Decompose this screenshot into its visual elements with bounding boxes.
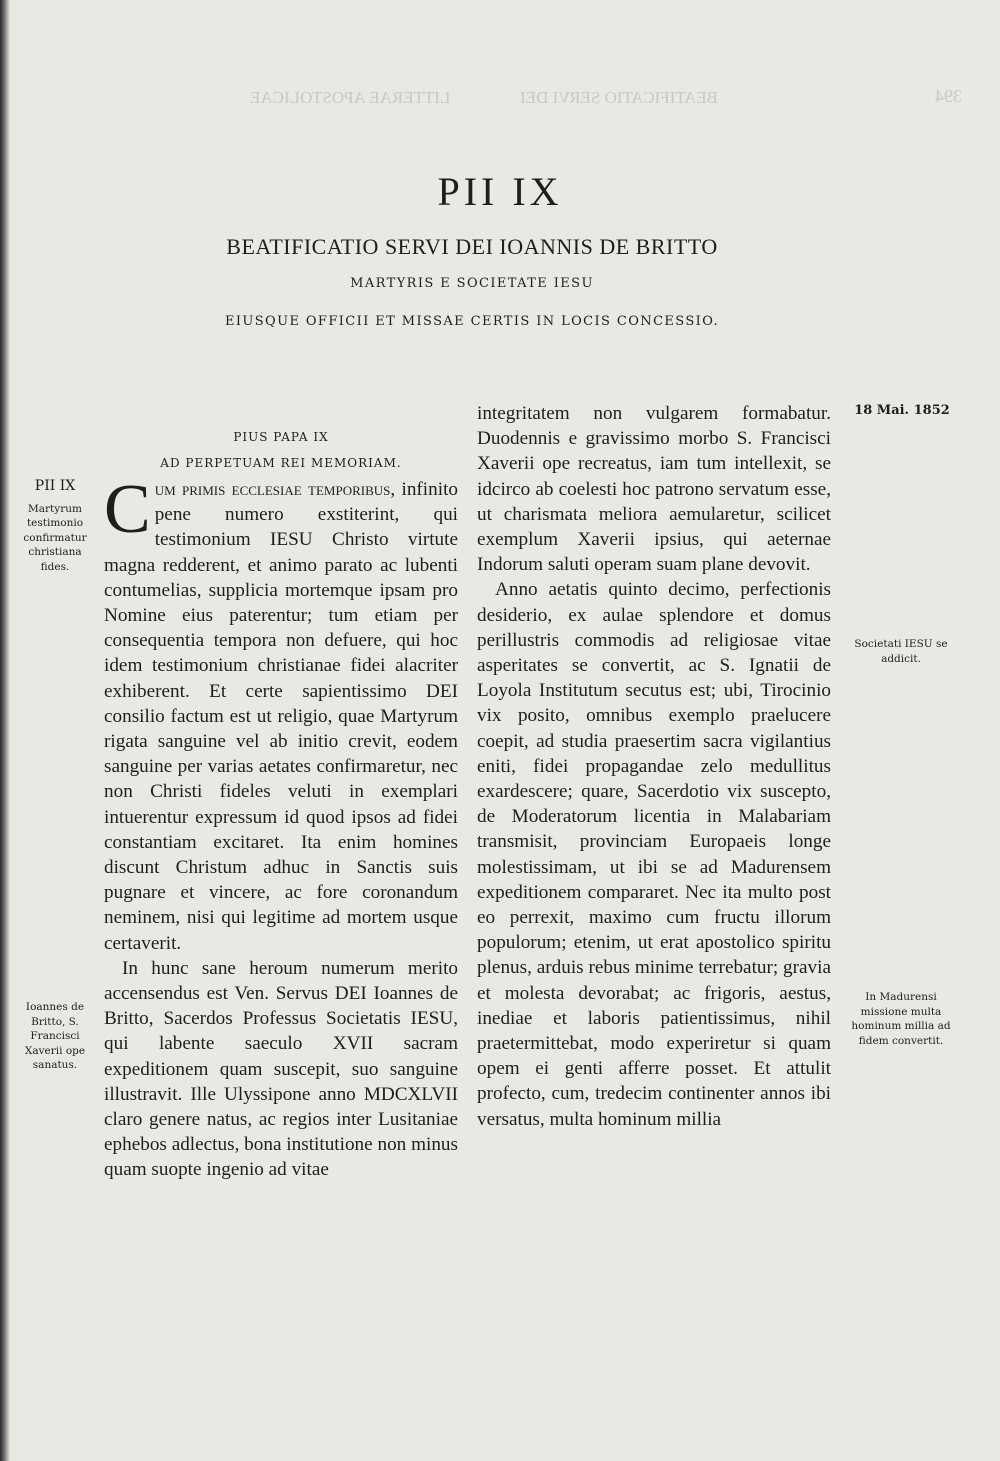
- left-column-text: [104, 471, 458, 1183]
- margin-note-left-1: [14, 479, 96, 574]
- margin-note-left-1-text: Martyrum testimonio confirmatur christiana fides.: [23, 502, 87, 573]
- left-paragraph-2: In hunc sane heroum numerum merito accensendus est Ven. Servus DEI Ioannes de Britto, Sacerdos Professus Societatis IESU, qui labente saeculo XVII sacram expeditionem quam suscepit, suo sanguine illustravit. Ille Ulyssipone anno MDCXLVII claro genere natus, ac regios inter Lusitaniae ephebos adlectus, bona institutione non minus quam suopte ingenio ad vitae: [104, 957, 458, 1181]
- bleed-through-page-number: 394: [935, 86, 962, 106]
- left-paragraph-1: [104, 471, 458, 956]
- left-paragraph-1-smallcaps: um primis ecclesiae temporibus: [154, 479, 391, 500]
- right-column-text: [477, 401, 831, 1132]
- bleed-through-header-left: LITTERAE APOSTOLICAE: [250, 88, 451, 107]
- margin-note-right-1: Societati IESU se addicit.: [854, 638, 948, 665]
- margin-note-right-2: In Madurensi missione multa hominum millia ad fidem convertit.: [851, 991, 951, 1047]
- document-subtitle-2: MARTYRIS E SOCIETATE IESU: [350, 276, 594, 291]
- right-paragraph-2: Anno aetatis quinto decimo, perfectionis desiderio, ex aulae splendore et domus perillustris commodis ad religiosae vitae asperitates se convertit, ac S. Ignatii de Loyola Institutum secutus est; ubi, Tirocinio vix posito, omnibus exemplo praelucere coepit, ad studia praesertim sacra vigilantius eniti, fidei propagandae zelo medullitus exardescere; quare, Sacerdotio vix suscepto, de Moderatorum licentia in Malabariam transmisit, provinciam Europaeis longe molestissimam, ut ibi se ad Madurensem expeditionem compararet. Nec ita multo post eo perrexit, maximo cum fructu illorum populorum; etenim, ut erat apostolico spiritu plenus, arduis rebus minime terrebatur; gravia et molesta devorabat; ac frigoris, aestus, inediae et laboris patientissimus, nihil praetermittebat, modo experiretur si quam opem ei genti afferre posset. Et attulit profecto, cum, tredecim continenter annos ibi versatus, multa hominum millia: [477, 579, 831, 1130]
- right-paragraph-1: integritatem non vulgarem formabatur. Duodennis e gravissimo morbo S. Francisci Xaverii ope recreatus, iam tum intellexit, se idcirco ab coelesti hoc patrono servatum esse, ut charismata meliora aemularetur, scilicet exemplum Xaverii ipsius, qui aeternae Indorum saluti operam suam plane devovit.: [477, 403, 831, 576]
- page-binding-shadow: [0, 0, 10, 1461]
- left-paragraph-1-text: , infinito pene numero exstiterint, qui testimonium IESU Christo virtute magna redderent, et animo parato ac lubenti contumelias, supplicia mortemque ipsam pro Nomine eius paterentur; tum etiam per consequentia tempora non defuere, qui hoc idem testimonium christianae fidei alacriter exhiberent. Et certe sapientissimo DEI consilio factum est ut religio, quae Martyrum rigata sanguine vel ab initio crevit, eodem sanguine per varias aetates confirmaretur, nec non Christi fideles veluti in exemplari intuerentur expressum id quod ipsos ad fidei constantiam excitaret. Ita enim homines discunt Christum adhuc in Sanctis suis pugnare et vincere, ac fore coronandum neminem, nisi qui legitime ad mortem usque certaverit.: [104, 479, 458, 954]
- margin-note-left-1-head: PII IX: [34, 478, 76, 494]
- document-subtitle: BEATIFICATIO SERVI DEI IOANNIS DE BRITTO: [226, 234, 718, 259]
- bleed-through-header-right: BEATIFICATIO SERVI DEI: [520, 88, 718, 107]
- document-subtitle-3: EIUSQUE OFFICII ET MISSAE CERTIS IN LOCIS CONCESSIO.: [224, 314, 720, 329]
- left-column-heading-2: AD PERPETUAM REI MEMORIAM.: [160, 456, 402, 470]
- drop-cap: C: [104, 471, 151, 548]
- margin-note-left-2: Ioannes de Britto, S. Francisci Xaverii ope sanatus.: [24, 1001, 86, 1071]
- document-title: PII IX: [437, 169, 563, 214]
- margin-date: 18 Mai. 1852: [854, 403, 950, 418]
- left-column-heading-1: PIUS PAPA IX: [233, 430, 329, 444]
